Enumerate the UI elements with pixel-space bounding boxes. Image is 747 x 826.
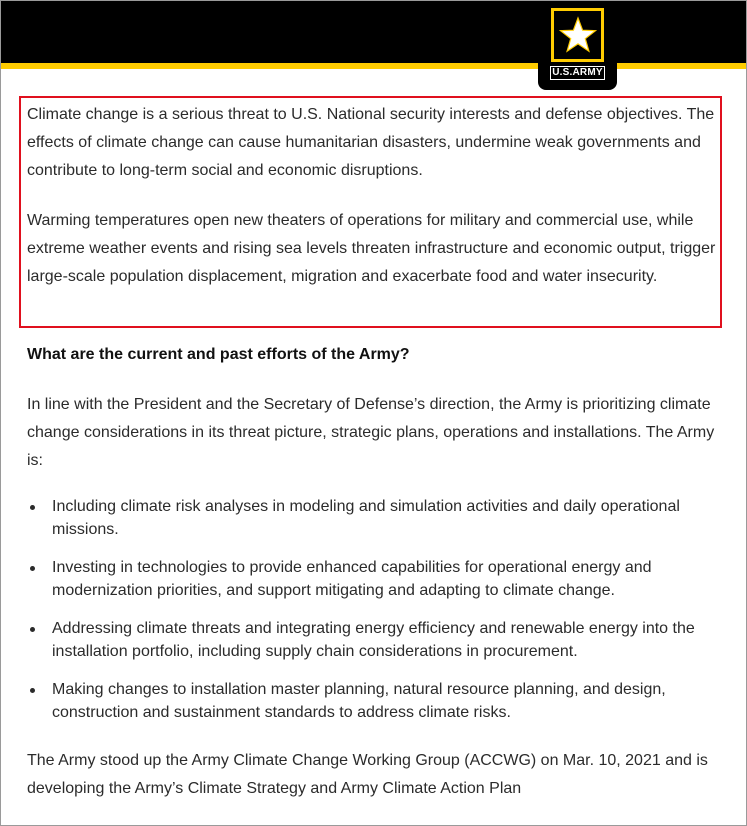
warming-paragraph: Warming temperatures open new theaters of operations for military and commercial use, while extreme weather events and rising sea levels threaten infrastructure and economic output, trigger large-scale population displacement, migration and exacerbate food and water insecurity.: [27, 212, 716, 285]
bullet-dot-icon: [30, 627, 35, 632]
efforts-intro-paragraph: In line with the President and the Secretary of Defense’s direction, the Army is prioritizing climate change considerations in its threat picture, strategic plans, operations and installations. The Army is:: [27, 396, 715, 469]
efforts-list: [27, 495, 717, 739]
logo-wordmark: U.S.ARMY: [550, 66, 605, 80]
bullet-dot-icon: [30, 688, 35, 693]
closing-paragraph: The Army stood up the Army Climate Change Working Group (ACCWG) on Mar. 10, 2021 and is developing the Army’s Climate Strategy and Army Climate Action Plan: [27, 752, 708, 797]
army-star-icon: [551, 8, 604, 62]
list-item: [27, 495, 717, 541]
intro-paragraph: Climate change is a serious threat to U.S. National security interests and defense objectives. The effects of climate change can cause humanitarian disasters, undermine weak governments and contribute to long-term social and economic disruptions.: [27, 106, 715, 179]
header-bar: [1, 1, 746, 63]
bullet-dot-icon: [30, 566, 35, 571]
list-item-text: Including climate risk analyses in modeling and simulation activities and daily operational missions.: [52, 498, 680, 538]
us-army-logo[interactable]: [538, 1, 617, 90]
list-item: [27, 617, 717, 663]
list-item: [27, 556, 717, 602]
list-item-text: Making changes to installation master planning, natural resource planning, and design, construction and sustainment standards to address climate risks.: [52, 681, 666, 721]
bullet-dot-icon: [30, 505, 35, 510]
list-item-text: Investing in technologies to provide enhanced capabilities for operational energy and modernization priorities, and support mitigating and adapting to climate change.: [52, 559, 652, 599]
header-gold-stripe: [1, 63, 746, 69]
section-heading: What are the current and past efforts of the Army?: [27, 346, 410, 363]
list-item-text: Addressing climate threats and integrating energy efficiency and renewable energy into the installation portfolio, including supply chain considerations in procurement.: [52, 620, 695, 660]
list-item: [27, 678, 717, 724]
